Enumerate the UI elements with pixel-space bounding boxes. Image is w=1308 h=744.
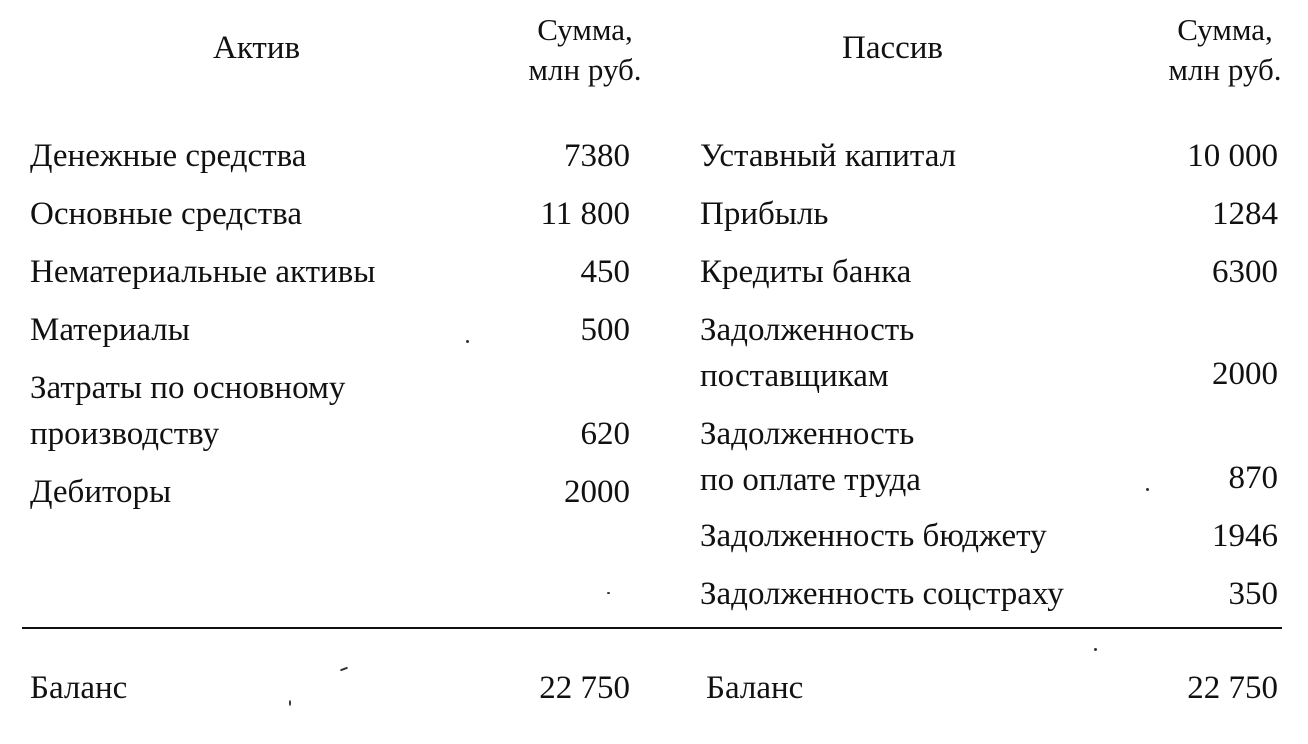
scan-speck [1094,648,1097,651]
liability-name: Задолженность бюджету [700,518,1047,554]
liability-value: 870 [1228,460,1278,496]
liability-value: 10 000 [1187,138,1278,174]
liability-name-line2: по оплате труда [700,462,921,498]
asset-value: 11 800 [540,196,630,232]
assets-total-value: 22 750 [539,670,630,706]
asset-value: 2000 [564,474,630,510]
asset-name-line2: производству [30,416,220,452]
liability-name-line2: поставщикам [700,358,889,394]
asset-name-line1: Затраты по основному [30,370,346,406]
liability-name-line1: Задолженность [700,312,915,348]
asset-name: Денежные средства [30,138,307,174]
scan-speck [340,667,348,672]
liability-name: Уставный капитал [700,138,957,174]
liabilities-total-label: Баланс [706,670,804,706]
liabilities-sum-header-line1: Сумма, [1177,12,1273,47]
scan-speck [607,592,610,594]
asset-name: Дебиторы [30,474,172,510]
liabilities-column-header: Пассив [842,30,944,66]
scan-speck [289,700,291,706]
liabilities-total-value: 22 750 [1187,670,1278,706]
liability-name: Кредиты банка [700,254,912,290]
liability-value: 350 [1228,576,1278,612]
scan-speck [1146,488,1149,491]
assets-sum-header-line1: Сумма, [537,12,633,47]
asset-value: 450 [580,254,630,290]
asset-value: 7380 [564,138,630,174]
liability-value: 1946 [1212,518,1278,554]
scan-speck [466,340,469,343]
liability-name: Задолженность соцстраху [700,576,1064,612]
asset-name: Нематериальные активы [30,254,376,290]
liability-value: 1284 [1212,196,1278,232]
asset-name: Материалы [30,312,190,348]
liabilities-sum-header-line2: млн руб. [1168,52,1282,87]
assets-column-header: Актив [213,30,301,66]
asset-value: 620 [580,416,630,452]
liability-name-line1: Задолженность [700,416,915,452]
assets-total-label: Баланс [30,670,128,706]
asset-value: 500 [580,312,630,348]
liability-name: Прибыль [700,196,829,232]
asset-name: Основные средства [30,196,302,232]
liability-value: 2000 [1212,356,1278,392]
liability-value: 6300 [1212,254,1278,290]
total-divider-line [22,627,1282,629]
assets-sum-header-line2: млн руб. [528,52,642,87]
